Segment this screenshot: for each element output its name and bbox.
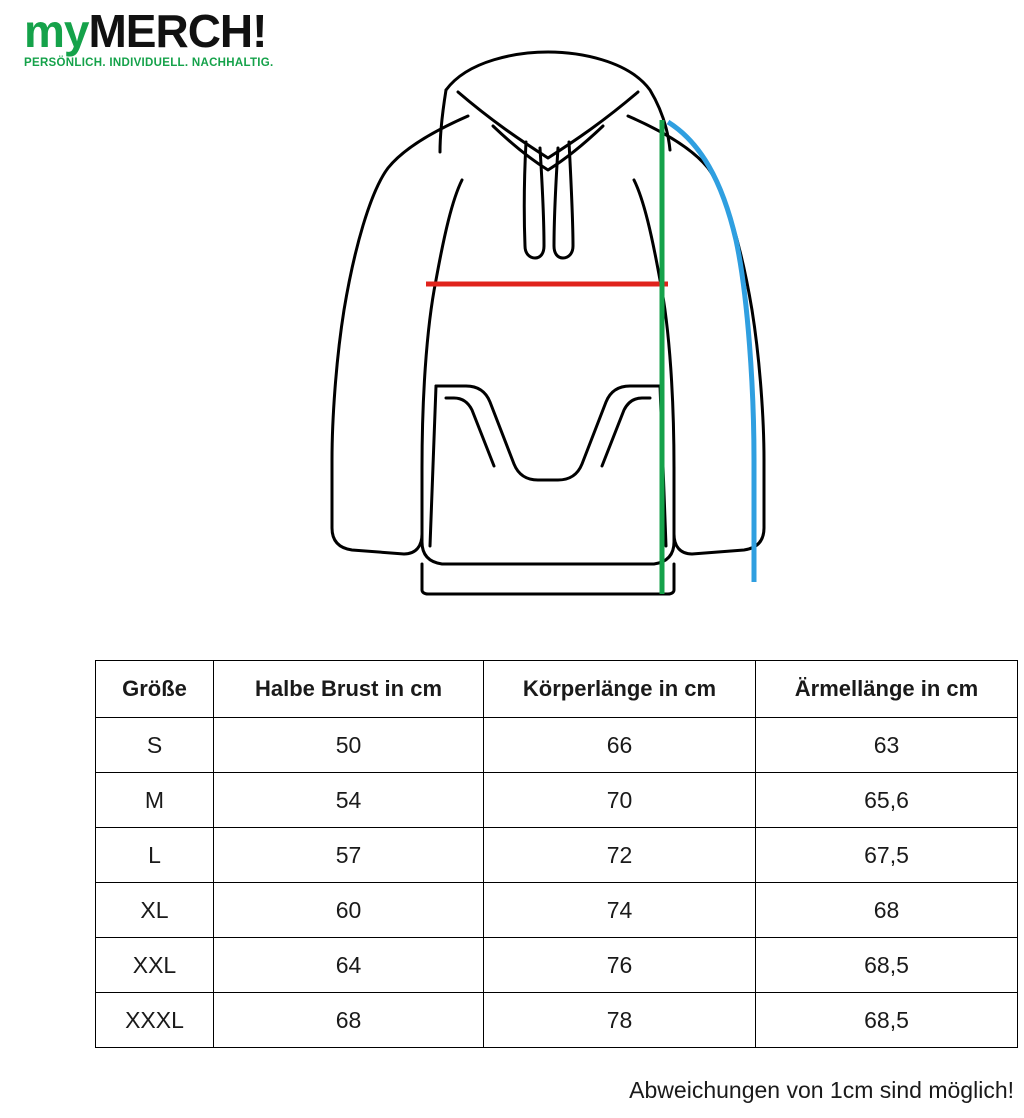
tolerance-note: Abweichungen von 1cm sind möglich! [629, 1077, 1014, 1103]
logo-text-my: my [24, 5, 89, 57]
cell-sleeve: 68,5 [756, 938, 1018, 993]
hoodie-measurement-diagram [318, 30, 778, 610]
cell-body: 78 [484, 993, 756, 1048]
cell-body: 76 [484, 938, 756, 993]
cell-size: S [96, 718, 214, 773]
size-chart-table [95, 660, 1018, 1048]
table-header-row [96, 661, 1018, 718]
logo-wordmark [24, 5, 364, 57]
logo-text-merch: MERCH! [88, 5, 267, 57]
cell-body: 72 [484, 828, 756, 883]
table-row [96, 718, 1018, 773]
cell-chest: 60 [214, 883, 484, 938]
table-row [96, 883, 1018, 938]
table-row [96, 773, 1018, 828]
cell-size: XXXL [96, 993, 214, 1048]
cell-chest: 64 [214, 938, 484, 993]
cell-body: 74 [484, 883, 756, 938]
table-row [96, 828, 1018, 883]
table-row [96, 938, 1018, 993]
cell-size: L [96, 828, 214, 883]
cell-chest: 68 [214, 993, 484, 1048]
column-header-size: Größe [96, 661, 214, 718]
column-header-chest: Halbe Brust in cm [214, 661, 484, 718]
cell-body: 70 [484, 773, 756, 828]
logo-tagline: PERSÖNLICH. INDIVIDUELL. NACHHALTIG. [24, 57, 274, 69]
cell-chest: 50 [214, 718, 484, 773]
table-row [96, 993, 1018, 1048]
cell-chest: 54 [214, 773, 484, 828]
cell-body: 66 [484, 718, 756, 773]
cell-size: XL [96, 883, 214, 938]
cell-sleeve: 63 [756, 718, 1018, 773]
cell-sleeve: 67,5 [756, 828, 1018, 883]
column-header-body-length: Körperlänge in cm [484, 661, 756, 718]
brand-logo [24, 5, 364, 69]
cell-chest: 57 [214, 828, 484, 883]
cell-sleeve: 65,6 [756, 773, 1018, 828]
column-header-sleeve-length: Ärmellänge in cm [756, 661, 1018, 718]
cell-sleeve: 68,5 [756, 993, 1018, 1048]
cell-size: XXL [96, 938, 214, 993]
cell-size: M [96, 773, 214, 828]
cell-sleeve: 68 [756, 883, 1018, 938]
sleeve-length-measure-line [668, 122, 754, 582]
